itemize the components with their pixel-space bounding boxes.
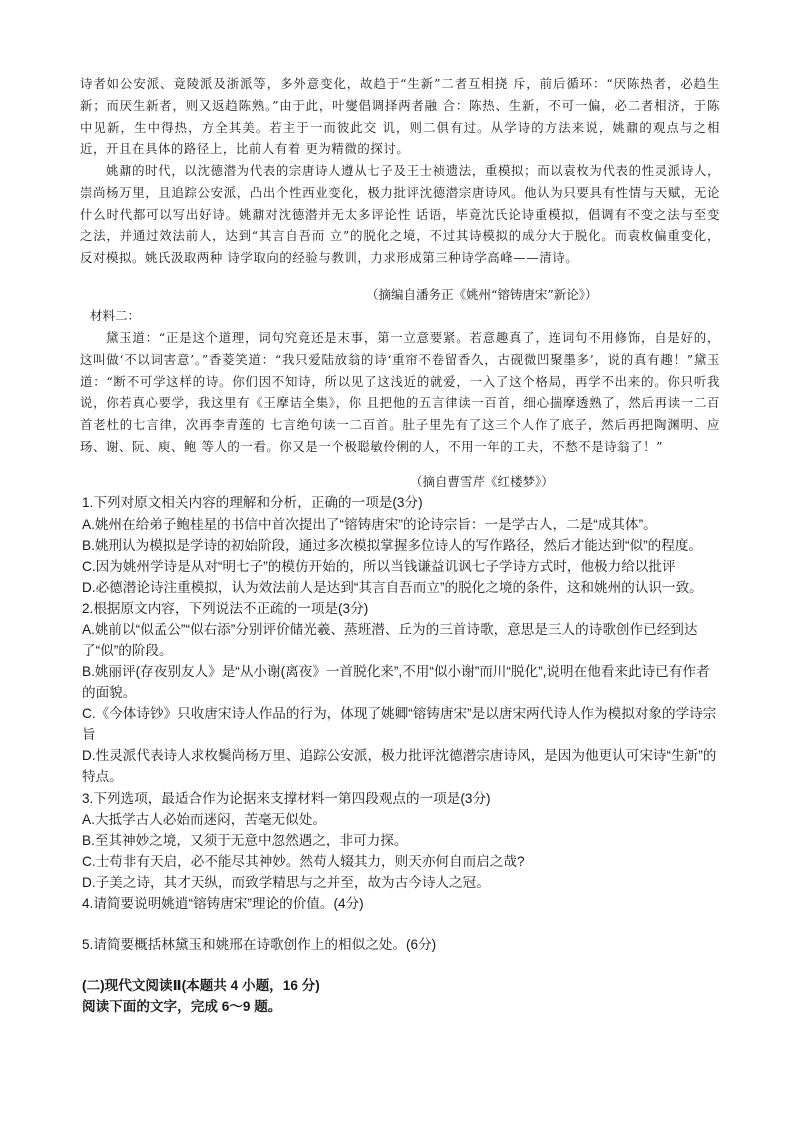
- question-2-stem: 2.根据原文内容，下列说法不正疏的一项是(3分): [82, 601, 369, 616]
- question-1-option-a: A.姚州在给弟子鲍桂星的书信中首次提出了“镕铸唐宋”的论诗宗旨：一是学古人，二是“成其体”。: [82, 517, 657, 532]
- material-one-source: （摘编自潘务正《姚州“镕铸唐宋”新论》）: [366, 287, 598, 302]
- material-two-source: （摘自曹雪芹《红楼梦》）: [410, 474, 554, 489]
- material-one-paragraph-fourth: 姚鼐的时代，以沈德潜为代表的宗唐诗人遵从七子及王士祯遗法，重模拟；而以袁枚为代表的性灵派诗人，崇尚杨万里，且追踪公安派，凸出个性西业变化，极力批评沈德潜宗唐诗风。他认为只要具有性情与天赋，无论什么时代都可以写出好诗。姚鼐对沈德潜并无太多评论性 话语，毕竟沈氏论诗重模拟，倡调有不变之法与至变之法，并通过效法前人，达到“其言自吾而 立”的脱化之境，不过其诗模拟的成分大于脱化。而袁枚偏重变化，反对模拟。姚氏汲取两种 诗学取向的经验与教训，力求形成第三种诗学高峰——清诗。: [80, 163, 720, 266]
- material-one-paragraph-continued: 诗者如公安派、竟陵派及浙派等，多外意变化，故趋于“生新”二者互相挠 斥，前后循环：“厌陈热者，必趋生新；而厌生新者，则又返趋陈熟。”由于此，叶燮倡调择两者融 合：陈热、生新，不可一偏，必二者相济，于陈中见新，生中得热，方全其美。若主于一而彼此交 讥，则二俱有过。从学诗的方法来说，姚鼐的观点与之相近，开且在具体的路径上，比前人有着 更为精微的探讨。: [80, 76, 720, 157]
- question-5-stem: 5.请简要概括林黛玉和姚邢在诗歌创作上的相似之处。(6分): [82, 937, 437, 952]
- material-two-label: 材料二：: [90, 308, 141, 323]
- material-two-paragraph: 黛玉道：“正是这个道理，词句究竟还是末事，第一立意要紧。若意趣真了，连词句不用修饰，自是好的，这叫做‘不以词害意’。”香菱笑道：“我只爱陆放翁的诗‘重帘不卷留香久，古砚微凹聚墨多’，说的真有趣！”黛玉道：“断不可学这样的诗。你们因不知诗，所以见了这浅近的就爱，一入了这个格局，再学不出来的。你只听我说，你若真心要学，我这里有《王摩诘全集》，你 且把他的五言律读一百首，细心揣摩透熟了，然后再读一二百首老杜的七言律，次再李青莲的 七言绝句读一二百首。肚子里先有了这三个人作了底子，然后再把陶渊明、应玚、谢、阮、庾、鲍 等人的一看。你又是一个极聪敏伶俐的人，不用一年的工夫，不愁不是诗翁了！”: [80, 330, 720, 454]
- question-3-option-a: A.大抵学古人必始而迷闷，苦毫无似处。: [82, 812, 326, 827]
- question-2-option-a: A.姚前以“似孟公”“似右添”分别评价储光羲、蒸班潜、丘为的三首诗歌，意思是三人的诗歌创作已经到达了“似”的阶段。: [82, 622, 698, 659]
- question-1-stem: 1.下列对原文相关内容的理解和分析，正确的一项是(3分): [82, 495, 423, 510]
- section-two-heading: (二)现代文阅读Ⅱ(本题共 4 小题，16 分): [82, 978, 320, 993]
- question-3-option-c: C.士苟非有天启，必不能尽其神妙。然苟人辍其力，则天亦何自而启之哉?: [82, 854, 525, 869]
- section-two-instruction: 阅读下面的文字，完成 6～9 题。: [82, 999, 282, 1014]
- question-1-option-c: C.因为姚州学诗是从对“明七子”的模仿开始的，所以当钱谦益讥讽七子学诗方式时，他极力给以批评: [82, 559, 676, 574]
- question-2-option-b: B.姚丽评(存夜别友人》是“从小谢(离夜》一首脱化来”,不用“似小谢”而川“脱化”,说明在他看来此诗已有作者的面貌。: [82, 664, 710, 701]
- question-4-stem: 4.请简要说明姚逍“镕铸唐宋”理论的价值。(4分): [82, 896, 364, 911]
- question-2-option-d: D.性灵派代表诗人求枚鬓尚杨万里、追踪公安派，极力批评沈德潜宗唐诗风，是因为他更认可宋诗“生新”的特点。: [82, 748, 717, 785]
- question-1-option-d: D.必德潜论诗注重模拟，认为效法前人是达到“其言自吾而立”的脱化之境的条件，这和姚州的认识一致。: [82, 580, 703, 595]
- question-3-option-d: D.子美之诗，其才天纵，而致学精思与之并至，故为古今诗人之冠。: [82, 875, 490, 890]
- question-1-option-b: B.姚刑认为模拟是学诗的初始阶段，通过多次模拟掌握多位诗人的写作路径，然后才能达到“似”的程度。: [82, 538, 703, 553]
- question-2-option-c: C.《今体诗钞》只收唐宋诗人作品的行为，体现了姚卿“镕铸唐宋”是以唐宋两代诗人作为模拟对象的学诗宗旨: [82, 706, 717, 743]
- question-3-stem: 3.下列选项，最适合作为论据来支撑材料一第四段观点的一项是(3分): [82, 791, 491, 806]
- question-3-option-b: B.至其神妙之境，又须于无意中忽然遇之，非可力探。: [82, 833, 408, 848]
